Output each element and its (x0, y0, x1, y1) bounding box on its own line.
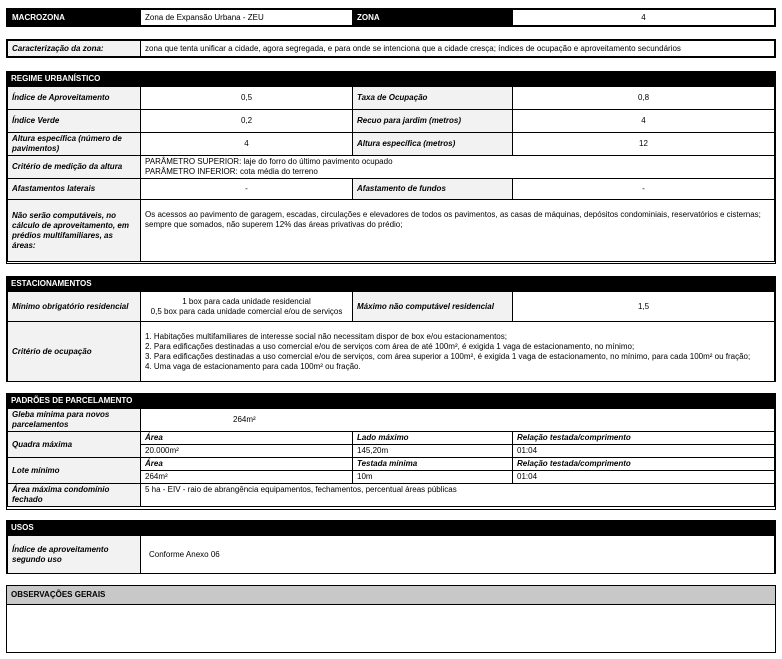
estacionamentos-block (6, 276, 776, 382)
minimo-obrigatorio-value (141, 292, 353, 322)
macrozona-value: Zona de Expansão Urbana - ZEU (141, 10, 353, 26)
indice-verde-label: Índice Verde (8, 110, 141, 133)
macrozona-label: MACROZONA (8, 10, 141, 26)
afastamentos-laterais-value: - (141, 179, 353, 200)
regime-title: REGIME URBANÍSTICO (7, 72, 775, 86)
gleba-minima-label: Gleba mínima para novos parcelamentos (8, 409, 141, 432)
observacoes-block (6, 585, 776, 653)
quadra-maxima-label: Quadra máxima (8, 432, 141, 458)
lote-minimo-label: Lote mínimo (8, 458, 141, 484)
nao-computaveis-value: Os acessos ao pavimento de garagem, escadas, circulações e elevadores de todos os pavimentos, as casas de máquinas, depósitos condominiais, reservatórios e cisternas; sempre que somados, não superem 12% das áreas privativas do prédio; (141, 200, 775, 262)
criterio-altura-line-1: PARÂMETRO SUPERIOR: laje do forro do último pavimento ocupado (145, 157, 393, 166)
recuo-label: Recuo para jardim (metros) (353, 110, 513, 133)
criterio-altura-label: Critério de medição da altura (8, 156, 141, 179)
minimo-obrigatorio-label: Mínimo obrigatório residencial (8, 292, 141, 322)
criterio-ocupacao-label: Critério de ocupação (8, 322, 141, 382)
recuo-value: 4 (513, 110, 775, 133)
taxa-ocupacao-value: 0,8 (513, 87, 775, 110)
quadra-lado-value: 145,20m (353, 445, 513, 458)
indice-aproveitamento-label: Índice de Aproveitamento (8, 87, 141, 110)
zona-value: 4 (513, 10, 775, 26)
observacoes-content (7, 605, 775, 653)
altura-pavimentos-value: 4 (141, 133, 353, 156)
criterio-altura-line-2: PARÂMETRO INFERIOR: cota média do terreno (145, 167, 318, 176)
criterio-altura-value (141, 156, 775, 179)
condominio-fechado-value: 5 ha - EIV - raio de abrangência equipamentos, fechamentos, percentual áreas públicas (141, 484, 775, 507)
estacionamentos-title: ESTACIONAMENTOS (7, 277, 775, 291)
parcelamento-title: PADRÕES DE PARCELAMENTO (7, 394, 775, 408)
criterio-ocupacao-list (141, 322, 775, 382)
criterio-item: 4. Uma vaga de estacionamento para cada 100m² ou fração. (145, 361, 361, 371)
usos-block (6, 520, 776, 574)
criterio-item: 2. Para edificações destinadas a uso comercial e/ou de serviços com área de até 100m², é exigida 1 vaga de estacionamento, no mínimo; (145, 341, 635, 351)
criterio-item: 3. Para edificações destinadas a uso comercial e/ou de serviços, com área superior a 100m², é exigida 1 vaga de estacionamento, no mínimo, para cada 100m² ou fração; (145, 351, 751, 361)
caracterizacao-label: Caracterização da zona: (8, 41, 141, 57)
altura-metros-label: Altura específica (metros) (353, 133, 513, 156)
zona-label: ZONA (353, 10, 513, 26)
criterio-item: 1. Habitações multifamiliares de interesse social não necessitam dispor de box e/ou estacionamentos; (145, 331, 507, 341)
taxa-ocupacao-label: Taxa de Ocupação (353, 87, 513, 110)
lote-relacao-value: 01:04 (513, 471, 775, 484)
minimo-line-2: 0,5 box para cada unidade comercial e/ou de serviços (150, 306, 343, 316)
caracterizacao-value: zona que tenta unificar a cidade, agora segregada, e para onde se intenciona que a cidade cresça; índices de ocupação e aproveitamento secundários (141, 41, 775, 57)
altura-metros-value: 12 (513, 133, 775, 156)
quadra-relacao-value: 01:04 (513, 445, 775, 458)
lote-area-header: Área (141, 458, 353, 471)
quadra-area-value: 20.000m² (141, 445, 353, 458)
quadra-lado-header: Lado máximo (353, 432, 513, 445)
maximo-nao-computavel-label: Máximo não computável residencial (353, 292, 513, 322)
afastamento-fundos-value: - (513, 179, 775, 200)
gleba-minima-value: 264m² (141, 409, 775, 432)
quadra-relacao-header: Relação testada/comprimento (513, 432, 775, 445)
macrozona-block (6, 8, 776, 27)
maximo-nao-computavel-value: 1,5 (513, 292, 775, 322)
lote-area-value: 264m² (141, 471, 353, 484)
altura-pavimentos-label: Altura específica (número de pavimentos) (8, 133, 141, 156)
nao-computaveis-label: Não serão computáveis, no cálculo de aproveitamento, em prédios multifamiliares, as áreas: (8, 200, 141, 262)
usos-title: USOS (7, 521, 775, 535)
lote-testada-header: Testada mínima (353, 458, 513, 471)
caracterizacao-block (6, 39, 776, 58)
lote-testada-value: 10m (353, 471, 513, 484)
indice-uso-value: Conforme Anexo 06 (141, 536, 775, 574)
minimo-line-1: 1 box para cada unidade residencial (182, 296, 311, 306)
parcelamento-block (6, 393, 776, 510)
afastamento-fundos-label: Afastamento de fundos (353, 179, 513, 200)
indice-verde-value: 0,2 (141, 110, 353, 133)
regime-urbanistico-block (6, 71, 776, 264)
indice-uso-label: Índice de aproveitamento segundo uso (8, 536, 141, 574)
indice-aproveitamento-value: 0,5 (141, 87, 353, 110)
quadra-area-header: Área (141, 432, 353, 445)
afastamentos-laterais-label: Afastamentos laterais (8, 179, 141, 200)
lote-relacao-header: Relação testada/comprimento (513, 458, 775, 471)
observacoes-title: OBSERVAÇÕES GERAIS (7, 586, 775, 605)
condominio-fechado-label: Área máxima condomínio fechado (8, 484, 141, 507)
